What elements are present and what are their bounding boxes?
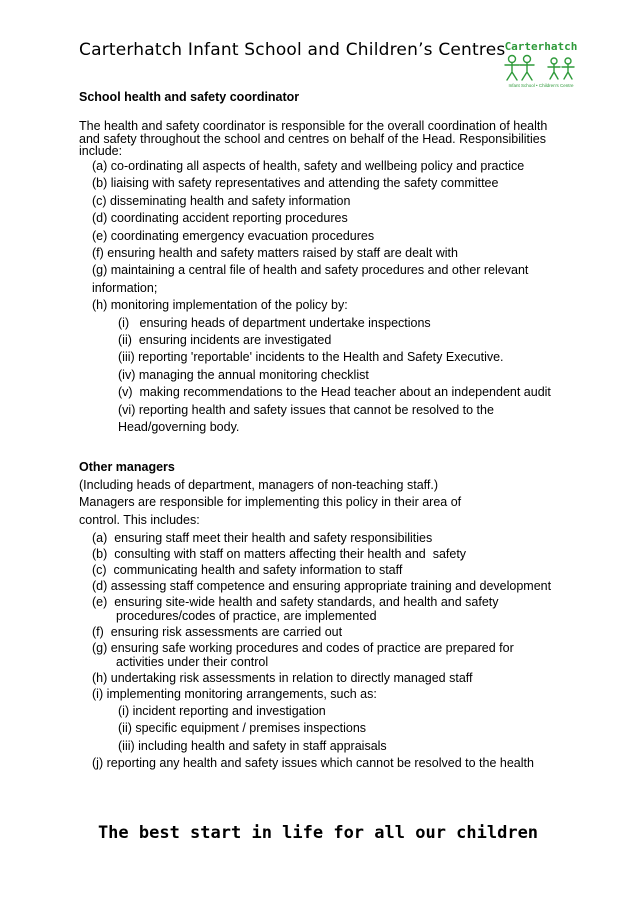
children-figures-icon (502, 54, 580, 82)
list-item: (b) consulting with staff on matters affecting their health and safety (92, 547, 467, 562)
sub-list-item: (v) making recommendations to the Head teacher about an independent audit (118, 385, 551, 400)
list-item: (a) co-ordinating all aspects of health, safety and wellbeing policy and practice (92, 158, 525, 173)
managers-note: (Including heads of department, managers of non-teaching staff.) (79, 477, 439, 492)
list-item: (f) ensuring risk assessments are carried out (92, 625, 343, 640)
list-item: (e) ensuring site-wide health and safety standards, and health and safety procedures/codes of practice, are implemented (92, 595, 502, 624)
school-logo (500, 40, 582, 92)
list-item: (g) ensuring safe working procedures and codes of practice are prepared for activities under their control (92, 641, 514, 670)
list-item: (c) communicating health and safety information to staff (92, 563, 403, 578)
coordinator-intro: The health and safety coordinator is responsible for the overall coordination of health and safety throughout the school and centres on behalf of the Head. Responsibilities include: (79, 119, 548, 159)
sub-list-item: (i) ensuring heads of department undertake inspections (118, 315, 431, 330)
managers-heading: Other managers (79, 460, 175, 475)
list-item: (j) reporting any health and safety issues which cannot be resolved to the health (92, 756, 534, 771)
footer-slogan: The best start in life for all our children (97, 823, 539, 843)
sub-list-item: (iii) including health and safety in staff appraisals (118, 738, 387, 753)
list-item: (e) coordinating emergency evacuation procedures (92, 228, 375, 243)
managers-intro: Managers are responsible for implementing this policy in their area of control. This includes: (79, 495, 462, 527)
page-header-title: Carterhatch Infant School and Children’s Centres (79, 40, 506, 60)
logo-subtitle: Infant School • Children's Centre (508, 83, 574, 88)
list-item: (f) ensuring health and safety matters raised by staff are dealt with (92, 245, 458, 260)
list-item: (i) implementing monitoring arrangements, such as: (92, 687, 377, 702)
document-body (79, 89, 554, 773)
list-item: (d) coordinating accident reporting procedures (92, 211, 348, 226)
list-item: (d) assessing staff competence and ensuring appropriate training and development (92, 579, 552, 594)
sub-list-item: (iv) managing the annual monitoring checklist (118, 367, 369, 382)
list-item: (h) undertaking risk assessments in relation to directly managed staff (92, 671, 473, 686)
list-item: (h) monitoring implementation of the policy by: (92, 298, 348, 313)
logo-name: Carterhatch (504, 40, 578, 53)
list-item: (a) ensuring staff meet their health and safety responsibilities (92, 531, 433, 546)
sub-list-item: (vi) reporting health and safety issues that cannot be resolved to the Head/governing body. (118, 402, 494, 434)
sub-list-item: (ii) specific equipment / premises inspections (118, 721, 367, 736)
list-item: (g) maintaining a central file of health and safety procedures and other relevant information; (92, 263, 529, 295)
coordinator-heading: School health and safety coordinator (79, 90, 300, 104)
list-item: (b) liaising with safety representatives and attending the safety committee (92, 176, 499, 191)
sub-list-item: (i) incident reporting and investigation (118, 704, 326, 719)
sub-list-item: (ii) ensuring incidents are investigated (118, 332, 332, 347)
list-item: (c) disseminating health and safety information (92, 193, 351, 208)
sub-list-item: (iii) reporting 'reportable' incidents to the Health and Safety Executive. (118, 350, 504, 365)
